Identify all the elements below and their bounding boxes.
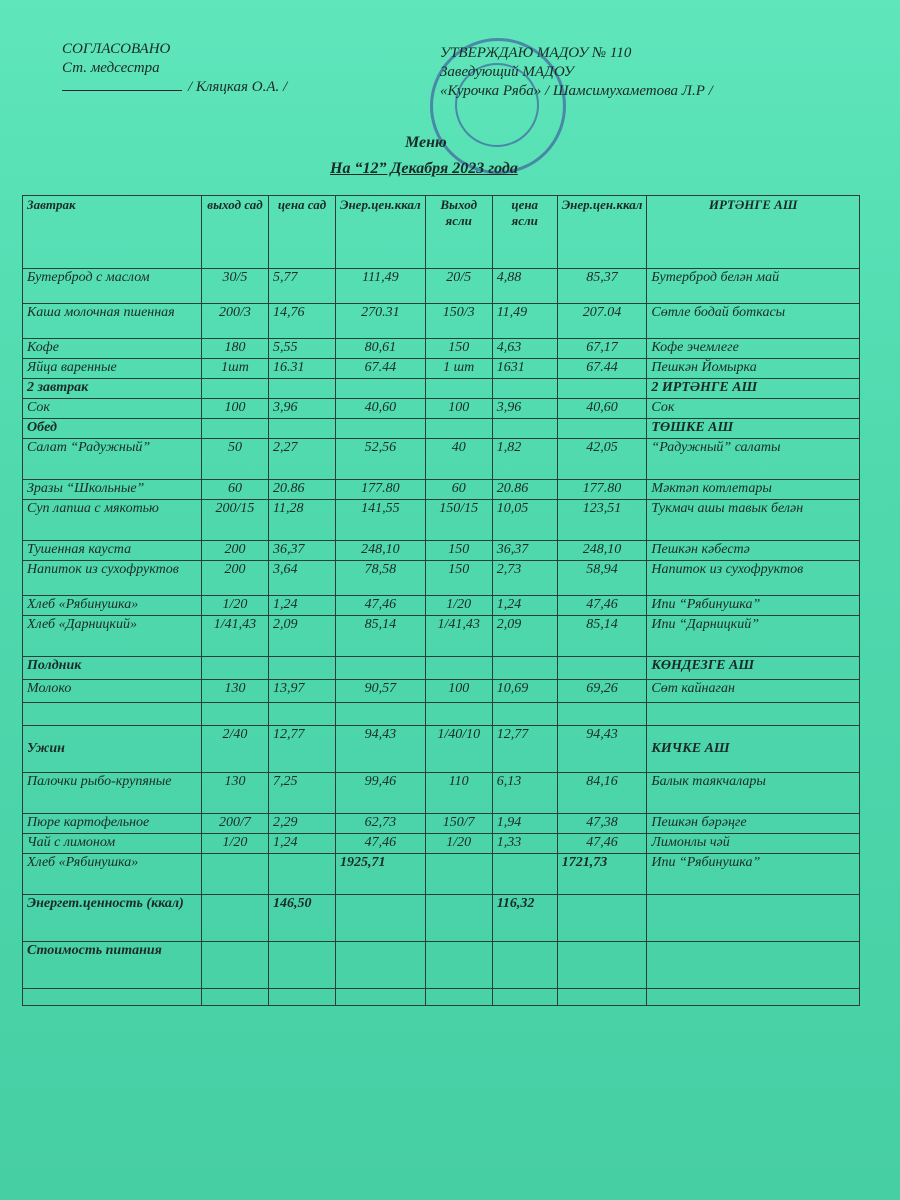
- table-cell: 100: [202, 399, 269, 419]
- table-cell: 1,82: [492, 439, 557, 480]
- table-cell: Мәктәп котлетары: [647, 480, 860, 500]
- table-cell: [336, 942, 426, 989]
- table-cell: 2 ИРТӘНГЕ АШ: [647, 379, 860, 399]
- menu-table: [22, 195, 860, 1006]
- table-cell: 1721,73: [557, 854, 647, 895]
- col-header-tatar: ИРТӘНГЕ АШ: [647, 196, 860, 269]
- table-cell: 2/40: [202, 726, 269, 773]
- table-cell: 7,25: [269, 773, 336, 814]
- table-cell: Пюре картофельное: [23, 814, 202, 834]
- table-cell: [425, 379, 492, 399]
- table-cell: [557, 379, 647, 399]
- table-cell: Энергет.ценность (ккал): [23, 895, 202, 942]
- table-cell: 150: [425, 541, 492, 561]
- table-cell: 94,43: [336, 726, 426, 773]
- table-cell: Ипи “Дарницкий”: [647, 616, 860, 657]
- table-cell: 84,16: [557, 773, 647, 814]
- table-cell: 177.80: [336, 480, 426, 500]
- table-cell: 5,55: [269, 339, 336, 359]
- table-row: [23, 399, 860, 419]
- table-cell: 47,46: [557, 596, 647, 616]
- col-header-output-garden: выход сад: [202, 196, 269, 269]
- table-cell: 47,38: [557, 814, 647, 834]
- table-row: [23, 680, 860, 703]
- table-cell: 1/20: [425, 596, 492, 616]
- table-cell: [269, 942, 336, 989]
- table-cell: Сөтле бодай боткасы: [647, 304, 860, 339]
- table-cell: ТӨШКЕ АШ: [647, 419, 860, 439]
- table-cell: 2 завтрак: [23, 379, 202, 399]
- table-cell: Ипи “Рябинушка”: [647, 854, 860, 895]
- table-cell: [647, 989, 860, 1006]
- table-cell: 78,58: [336, 561, 426, 596]
- table-cell: [202, 942, 269, 989]
- table-cell: КӨНДЕЗГЕ АШ: [647, 657, 860, 680]
- table-cell: 36,37: [269, 541, 336, 561]
- table-cell: 14,76: [269, 304, 336, 339]
- table-cell: 248,10: [557, 541, 647, 561]
- table-cell: [492, 989, 557, 1006]
- table-cell: 47,46: [557, 834, 647, 854]
- table-cell: 20.86: [269, 480, 336, 500]
- table-cell: Суп лапша с мякотью: [23, 500, 202, 541]
- table-cell: Пешкән кәбестә: [647, 541, 860, 561]
- table-cell: КИЧКЕ АШ: [647, 726, 860, 773]
- table-cell: 1,24: [269, 834, 336, 854]
- table-cell: Хлеб «Рябинушка»: [23, 854, 202, 895]
- table-cell: 11,28: [269, 500, 336, 541]
- table-cell: 111,49: [336, 269, 426, 304]
- table-cell: 2,29: [269, 814, 336, 834]
- table-cell: [492, 854, 557, 895]
- table-cell: 1,94: [492, 814, 557, 834]
- table-cell: 123,51: [557, 500, 647, 541]
- table-cell: Хлеб «Дарницкий»: [23, 616, 202, 657]
- table-cell: [202, 854, 269, 895]
- table-cell: [492, 942, 557, 989]
- table-cell: 85,14: [336, 616, 426, 657]
- table-cell: [425, 657, 492, 680]
- table-cell: 3,64: [269, 561, 336, 596]
- table-cell: [557, 703, 647, 726]
- table-cell: Кофе эчемлеге: [647, 339, 860, 359]
- table-header-row: [23, 196, 860, 269]
- table-cell: 58,94: [557, 561, 647, 596]
- table-cell: [425, 895, 492, 942]
- table-cell: 52,56: [336, 439, 426, 480]
- table-cell: Сок: [647, 399, 860, 419]
- table-cell: Ужин: [23, 726, 202, 773]
- table-cell: [557, 989, 647, 1006]
- table-cell: [23, 703, 202, 726]
- table-cell: Бутерброд белән май: [647, 269, 860, 304]
- table-cell: [269, 379, 336, 399]
- table-cell: 20.86: [492, 480, 557, 500]
- table-cell: Бутерброд с маслом: [23, 269, 202, 304]
- table-cell: Кофе: [23, 339, 202, 359]
- table-cell: Стоимость питания: [23, 942, 202, 989]
- table-cell: Молоко: [23, 680, 202, 703]
- table-cell: Пешкән Йомырка: [647, 359, 860, 379]
- table-empty-row: [23, 703, 860, 726]
- table-cell: 110: [425, 773, 492, 814]
- table-cell: 100: [425, 399, 492, 419]
- table-cell: Тушенная кауста: [23, 541, 202, 561]
- table-cell: [202, 703, 269, 726]
- table-cell: 2,27: [269, 439, 336, 480]
- table-cell: 150/15: [425, 500, 492, 541]
- table-cell: 67.44: [557, 359, 647, 379]
- head-position: Заведующий МАДОУ: [440, 64, 574, 80]
- table-cell: 20/5: [425, 269, 492, 304]
- table-cell: 4,88: [492, 269, 557, 304]
- table-cell: [425, 942, 492, 989]
- table-row: [23, 854, 860, 895]
- table-cell: Балык таякчалары: [647, 773, 860, 814]
- table-cell: [425, 419, 492, 439]
- table-section-row: [23, 726, 860, 773]
- table-cell: 100: [425, 680, 492, 703]
- table-cell: 150: [425, 561, 492, 596]
- table-cell: Салат “Радужный”: [23, 439, 202, 480]
- table-cell: [557, 942, 647, 989]
- table-cell: 40,60: [336, 399, 426, 419]
- table-cell: 69,26: [557, 680, 647, 703]
- table-row: [23, 439, 860, 480]
- table-cell: 1/41,43: [202, 616, 269, 657]
- table-cell: 1631: [492, 359, 557, 379]
- table-row: [23, 304, 860, 339]
- table-cell: Чай с лимоном: [23, 834, 202, 854]
- table-row: [23, 500, 860, 541]
- col-header-output-nursery: Выход ясли: [425, 196, 492, 269]
- table-row: [23, 814, 860, 834]
- table-cell: 200: [202, 561, 269, 596]
- table-cell: [336, 419, 426, 439]
- table-cell: 3,96: [492, 399, 557, 419]
- table-cell: Сөт кайнаган: [647, 680, 860, 703]
- table-total-row: [23, 942, 860, 989]
- table-cell: 1,33: [492, 834, 557, 854]
- table-cell: [23, 989, 202, 1006]
- table-row: [23, 834, 860, 854]
- table-cell: Хлеб «Рябинушка»: [23, 596, 202, 616]
- table-cell: 1925,71: [336, 854, 426, 895]
- table-cell: Палочки рыбо-крупяные: [23, 773, 202, 814]
- table-cell: 42,05: [557, 439, 647, 480]
- table-cell: 13,97: [269, 680, 336, 703]
- table-cell: 150/7: [425, 814, 492, 834]
- approval-right-block: [440, 44, 713, 101]
- table-cell: 1,24: [269, 596, 336, 616]
- table-cell: 150/3: [425, 304, 492, 339]
- table-cell: 1/40/10: [425, 726, 492, 773]
- table-row: [23, 339, 860, 359]
- table-cell: [336, 657, 426, 680]
- table-cell: 4,63: [492, 339, 557, 359]
- table-cell: [269, 419, 336, 439]
- table-cell: 130: [202, 680, 269, 703]
- table-cell: [269, 854, 336, 895]
- table-cell: 1 шт: [425, 359, 492, 379]
- table-cell: 270.31: [336, 304, 426, 339]
- table-empty-row: [23, 989, 860, 1006]
- table-cell: Яйца варенные: [23, 359, 202, 379]
- table-cell: Ипи “Рябинушка”: [647, 596, 860, 616]
- nurse-position: Ст. медсестра: [62, 60, 160, 76]
- table-cell: [492, 379, 557, 399]
- table-cell: 200/15: [202, 500, 269, 541]
- table-cell: Пешкән бәрәңге: [647, 814, 860, 834]
- table-cell: 1/20: [425, 834, 492, 854]
- table-cell: 1шт: [202, 359, 269, 379]
- table-cell: 36,37: [492, 541, 557, 561]
- table-cell: 2,73: [492, 561, 557, 596]
- table-cell: 2,09: [269, 616, 336, 657]
- table-cell: [492, 419, 557, 439]
- table-cell: 2,09: [492, 616, 557, 657]
- table-cell: [269, 657, 336, 680]
- table-cell: [202, 657, 269, 680]
- table-cell: [269, 989, 336, 1006]
- table-cell: 146,50: [269, 895, 336, 942]
- table-cell: 40,60: [557, 399, 647, 419]
- table-cell: 85,37: [557, 269, 647, 304]
- approved-label: УТВЕРЖДАЮ МАДОУ № 110: [440, 45, 632, 61]
- table-cell: 16.31: [269, 359, 336, 379]
- table-cell: 62,73: [336, 814, 426, 834]
- table-cell: [647, 703, 860, 726]
- table-cell: 99,46: [336, 773, 426, 814]
- table-cell: [336, 989, 426, 1006]
- menu-date: На “12” Декабря 2023 года: [330, 160, 518, 177]
- table-cell: 10,69: [492, 680, 557, 703]
- table-cell: [425, 854, 492, 895]
- table-cell: Зразы “Школьные”: [23, 480, 202, 500]
- table-cell: [336, 895, 426, 942]
- table-section-row: [23, 657, 860, 680]
- approval-left-block: [62, 40, 287, 97]
- table-cell: 67.44: [336, 359, 426, 379]
- table-cell: 1/41,43: [425, 616, 492, 657]
- table-cell: [202, 989, 269, 1006]
- table-cell: 60: [202, 480, 269, 500]
- table-cell: 200/3: [202, 304, 269, 339]
- head-name: «Курочка Ряба» / Шамсимухаметова Л.Р /: [440, 83, 713, 99]
- table-cell: 50: [202, 439, 269, 480]
- table-cell: “Радужный” салаты: [647, 439, 860, 480]
- table-cell: Лимонлы чәй: [647, 834, 860, 854]
- table-cell: Напиток из сухофруктов: [647, 561, 860, 596]
- table-cell: Каша молочная пшенная: [23, 304, 202, 339]
- table-cell: 6,13: [492, 773, 557, 814]
- table-cell: 248,10: [336, 541, 426, 561]
- table-cell: 12,77: [269, 726, 336, 773]
- table-cell: [557, 657, 647, 680]
- table-cell: 10,05: [492, 500, 557, 541]
- table-cell: Тукмач ашы тавык белән: [647, 500, 860, 541]
- table-row: [23, 359, 860, 379]
- table-cell: 141,55: [336, 500, 426, 541]
- table-cell: 12,77: [492, 726, 557, 773]
- table-cell: 116,32: [492, 895, 557, 942]
- table-cell: 177.80: [557, 480, 647, 500]
- table-row: [23, 541, 860, 561]
- table-total-row: [23, 895, 860, 942]
- table-cell: [336, 379, 426, 399]
- table-cell: [202, 379, 269, 399]
- table-section-row: [23, 419, 860, 439]
- table-cell: [425, 989, 492, 1006]
- table-cell: 130: [202, 773, 269, 814]
- table-cell: 67,17: [557, 339, 647, 359]
- col-header-energy-nursery: Энер.цен.ккал: [557, 196, 647, 269]
- table-cell: 85,14: [557, 616, 647, 657]
- table-cell: 5,77: [269, 269, 336, 304]
- table-cell: 150: [425, 339, 492, 359]
- table-cell: 180: [202, 339, 269, 359]
- col-header-energy-garden: Энер.цен.ккал: [336, 196, 426, 269]
- table-cell: 1/20: [202, 834, 269, 854]
- table-cell: 1/20: [202, 596, 269, 616]
- table-cell: [269, 703, 336, 726]
- table-cell: [557, 895, 647, 942]
- table-cell: [492, 703, 557, 726]
- table-cell: [647, 942, 860, 989]
- table-cell: [202, 895, 269, 942]
- col-header-price-garden: цена сад: [269, 196, 336, 269]
- table-cell: [492, 657, 557, 680]
- table-row: [23, 773, 860, 814]
- table-cell: Обед: [23, 419, 202, 439]
- table-cell: [336, 703, 426, 726]
- table-cell: 47,46: [336, 596, 426, 616]
- table-cell: [202, 419, 269, 439]
- table-cell: 200/7: [202, 814, 269, 834]
- table-cell: 80,61: [336, 339, 426, 359]
- table-row: [23, 616, 860, 657]
- table-cell: 3,96: [269, 399, 336, 419]
- table-cell: 90,57: [336, 680, 426, 703]
- table-cell: 47,46: [336, 834, 426, 854]
- page-title: Меню: [405, 134, 447, 151]
- table-cell: [557, 419, 647, 439]
- table-cell: Напиток из сухофруктов: [23, 561, 202, 596]
- table-cell: [647, 895, 860, 942]
- table-cell: 40: [425, 439, 492, 480]
- table-row: [23, 480, 860, 500]
- table-cell: 1,24: [492, 596, 557, 616]
- table-cell: 11,49: [492, 304, 557, 339]
- table-cell: 200: [202, 541, 269, 561]
- table-cell: Сок: [23, 399, 202, 419]
- table-row: [23, 596, 860, 616]
- table-cell: 60: [425, 480, 492, 500]
- table-section-row: [23, 379, 860, 399]
- table-row: [23, 561, 860, 596]
- col-header-price-nursery: цена ясли: [492, 196, 557, 269]
- table-cell: 30/5: [202, 269, 269, 304]
- table-row: [23, 269, 860, 304]
- nurse-signature-line: / Кляцкая О.А. /: [62, 78, 287, 97]
- table-cell: Полдник: [23, 657, 202, 680]
- table-cell: [425, 703, 492, 726]
- table-cell: 207.04: [557, 304, 647, 339]
- table-cell: 94,43: [557, 726, 647, 773]
- agreed-label: СОГЛАСОВАНО: [62, 41, 171, 57]
- col-header-meal: Завтрак: [23, 196, 202, 269]
